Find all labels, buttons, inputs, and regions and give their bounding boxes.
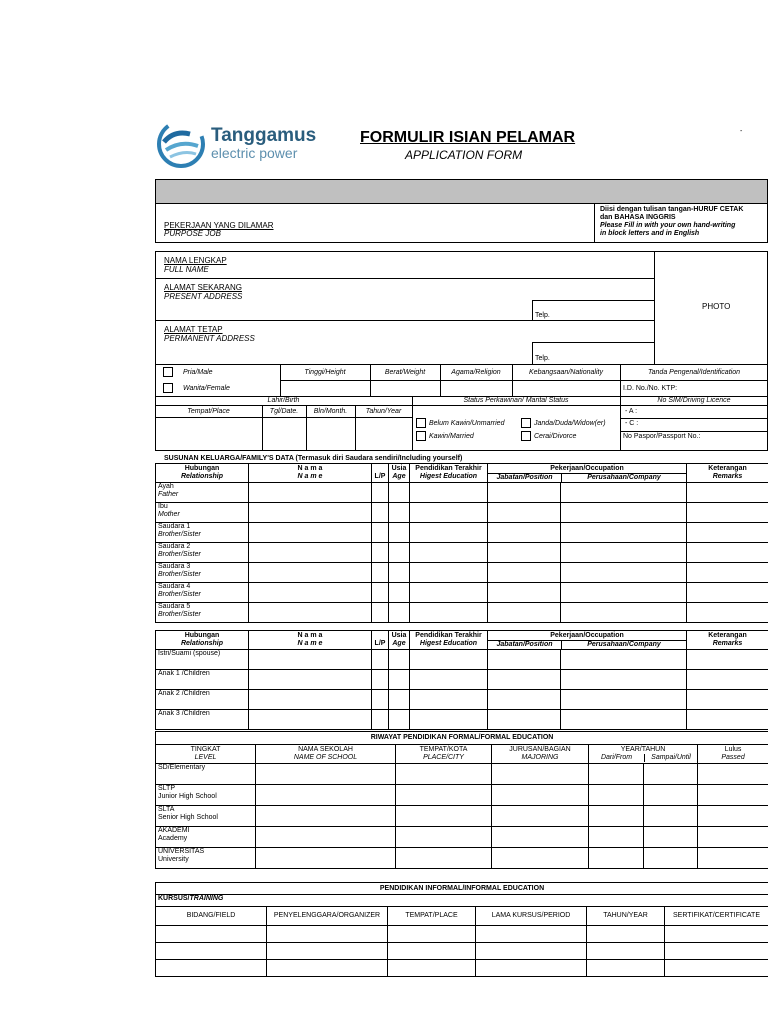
relation-cell: Ibu Mother bbox=[156, 503, 249, 523]
identification-label: Tanda Pengenal/Identification bbox=[648, 369, 740, 376]
entry-cell[interactable] bbox=[410, 483, 488, 503]
entry-cell[interactable] bbox=[644, 848, 698, 869]
licence-a-field[interactable]: - A : bbox=[625, 408, 638, 415]
instruction-4: in block letters and in English bbox=[600, 230, 700, 237]
education-row bbox=[156, 806, 768, 827]
permanent-address-field[interactable]: PERMANENT ADDRESS bbox=[164, 334, 255, 343]
entry-cell[interactable] bbox=[249, 670, 372, 690]
level-cell: SD/Elementary bbox=[156, 764, 256, 785]
entry-cell[interactable] bbox=[249, 543, 372, 563]
entry-cell[interactable] bbox=[488, 603, 561, 623]
height-label: Tinggi/Height bbox=[304, 369, 346, 376]
entry-cell[interactable] bbox=[389, 650, 410, 670]
entry-cell[interactable] bbox=[372, 523, 389, 543]
purpose-label-en[interactable]: PURPOSE JOB bbox=[164, 229, 221, 238]
entry-cell[interactable] bbox=[561, 710, 687, 730]
col-remarks: Keterangan Remarks bbox=[687, 631, 768, 650]
training-row bbox=[156, 926, 768, 943]
entry-cell[interactable] bbox=[698, 764, 768, 785]
education-row bbox=[156, 827, 768, 848]
entry-cell[interactable] bbox=[389, 690, 410, 710]
entry-cell[interactable] bbox=[561, 603, 687, 623]
col-remarks: Keterangan Remarks bbox=[687, 464, 768, 483]
col-name: N a m a N a m e bbox=[249, 464, 372, 483]
col-occupation: Pekerjaan/Occupation Jabatan/Position Perusahaan/Company bbox=[488, 631, 687, 650]
formal-education-title: RIWAYAT PENDIDIKAN FORMAL/FORMAL EDUCATION bbox=[156, 732, 768, 745]
entry-cell[interactable] bbox=[249, 583, 372, 603]
entry-cell[interactable] bbox=[476, 926, 587, 943]
entry-cell[interactable] bbox=[389, 543, 410, 563]
entry-cell[interactable] bbox=[587, 943, 665, 960]
entry-cell[interactable] bbox=[488, 523, 561, 543]
entry-cell[interactable] bbox=[372, 483, 389, 503]
entry-cell[interactable] bbox=[389, 670, 410, 690]
relation-cell: Anak 3 /Children bbox=[156, 710, 249, 730]
instruction-3: Please Fill in with your own hand-writing bbox=[600, 222, 736, 229]
married-label: Kawin/Married bbox=[429, 433, 474, 440]
level-cell: SLTP Junior High School bbox=[156, 785, 256, 806]
entry-cell[interactable] bbox=[389, 710, 410, 730]
entry-cell[interactable] bbox=[249, 483, 372, 503]
full-name-label: NAMA LENGKAP bbox=[164, 256, 227, 265]
formal-education-table bbox=[155, 731, 768, 869]
col-level: TINGKAT LEVEL bbox=[156, 745, 256, 764]
form-subtitle: APPLICATION FORM bbox=[405, 148, 523, 162]
entry-cell[interactable] bbox=[256, 848, 396, 869]
entry-cell[interactable] bbox=[388, 943, 476, 960]
male-label: Pria/Male bbox=[183, 369, 213, 376]
religion-label: Agama/Religion bbox=[451, 369, 501, 376]
entry-cell[interactable] bbox=[589, 848, 644, 869]
entry-cell[interactable] bbox=[687, 603, 768, 623]
widowed-label: Janda/Duda/Widow(er) bbox=[534, 420, 606, 427]
family-table-1 bbox=[155, 463, 768, 623]
relation-cell: Anak 2 /Children bbox=[156, 690, 249, 710]
col-age: Usia Age bbox=[389, 464, 410, 483]
entry-cell[interactable] bbox=[561, 583, 687, 603]
entry-cell[interactable] bbox=[410, 563, 488, 583]
logo-swirl-icon bbox=[156, 120, 206, 168]
entry-cell[interactable] bbox=[488, 583, 561, 603]
entry-cell[interactable] bbox=[698, 785, 768, 806]
entry-cell[interactable] bbox=[249, 690, 372, 710]
entry-cell[interactable] bbox=[488, 650, 561, 670]
col-relation: Hubungan Relationship bbox=[156, 631, 249, 650]
entry-cell[interactable] bbox=[476, 960, 587, 977]
divorced-checkbox[interactable] bbox=[521, 431, 531, 441]
entry-cell[interactable] bbox=[372, 563, 389, 583]
birth-label: Lahir/Birth bbox=[267, 397, 300, 404]
entry-cell[interactable] bbox=[587, 960, 665, 977]
instruction-2: dan BAHASA INGGRIS bbox=[600, 214, 676, 221]
entry-cell[interactable] bbox=[389, 603, 410, 623]
entry-cell[interactable] bbox=[256, 785, 396, 806]
nationality-label: Kebangsaan/Nationality bbox=[529, 369, 603, 376]
personal-section bbox=[155, 251, 768, 365]
relation-cell: Saudara 1 Brother/Sister bbox=[156, 523, 249, 543]
entry-cell[interactable] bbox=[410, 603, 488, 623]
entry-cell[interactable] bbox=[492, 848, 589, 869]
entry-cell[interactable] bbox=[389, 583, 410, 603]
family-table-2 bbox=[155, 630, 768, 730]
male-checkbox[interactable] bbox=[163, 367, 173, 377]
entry-cell[interactable] bbox=[476, 943, 587, 960]
entry-cell[interactable] bbox=[687, 710, 768, 730]
relation-cell: Saudara 2 Brother/Sister bbox=[156, 543, 249, 563]
entry-cell[interactable] bbox=[256, 806, 396, 827]
year-label: Tahun/Year bbox=[365, 408, 402, 415]
entry-cell[interactable] bbox=[687, 483, 768, 503]
entry-cell[interactable] bbox=[389, 523, 410, 543]
present-address-field[interactable]: PRESENT ADDRESS bbox=[164, 292, 243, 301]
entry-cell[interactable] bbox=[644, 806, 698, 827]
entry-cell[interactable] bbox=[249, 710, 372, 730]
col-certificate: SERTIFIKAT/CERTIFICATE bbox=[665, 907, 768, 926]
family-row bbox=[156, 710, 768, 730]
marital-status-label: Status Perkawinan/ Marital Status bbox=[463, 397, 569, 404]
col-field: BIDANG/FIELD bbox=[156, 907, 267, 926]
entry-cell[interactable] bbox=[267, 926, 388, 943]
relation-cell: Ayah Father bbox=[156, 483, 249, 503]
family-row bbox=[156, 543, 768, 563]
col-passed: Lulus Passed bbox=[698, 745, 768, 764]
entry-cell[interactable] bbox=[410, 650, 488, 670]
level-cell: AKADEMI Academy bbox=[156, 827, 256, 848]
entry-cell[interactable] bbox=[687, 690, 768, 710]
unmarried-label: Belum Kawin/Unmarried bbox=[429, 420, 505, 427]
entry-cell[interactable] bbox=[665, 943, 768, 960]
entry-cell[interactable] bbox=[267, 943, 388, 960]
corner-mark: - bbox=[740, 128, 743, 135]
company-tagline: electric power bbox=[211, 145, 298, 161]
entry-cell[interactable] bbox=[488, 690, 561, 710]
company-logo bbox=[156, 120, 206, 168]
entry-cell[interactable] bbox=[698, 806, 768, 827]
entry-cell[interactable] bbox=[396, 806, 492, 827]
entry-cell[interactable] bbox=[665, 960, 768, 977]
entry-cell[interactable] bbox=[372, 710, 389, 730]
informal-education-table bbox=[155, 882, 768, 977]
entry-cell[interactable] bbox=[388, 960, 476, 977]
family-row bbox=[156, 523, 768, 543]
entry-cell[interactable] bbox=[256, 764, 396, 785]
form-title: FORMULIR ISIAN PELAMAR bbox=[360, 129, 576, 146]
entry-cell[interactable] bbox=[687, 583, 768, 603]
header-gray-bar bbox=[155, 179, 768, 204]
permanent-address-label: ALAMAT TETAP bbox=[164, 325, 223, 334]
relation-cell: Saudara 4 Brother/Sister bbox=[156, 583, 249, 603]
entry-cell[interactable] bbox=[372, 543, 389, 563]
family-row bbox=[156, 583, 768, 603]
entry-cell[interactable] bbox=[389, 503, 410, 523]
entry-cell[interactable] bbox=[249, 563, 372, 583]
entry-cell[interactable] bbox=[561, 483, 687, 503]
relation-cell: Anak 1 /Children bbox=[156, 670, 249, 690]
entry-cell[interactable] bbox=[249, 523, 372, 543]
entry-cell[interactable] bbox=[410, 543, 488, 563]
family-row bbox=[156, 670, 768, 690]
relation-cell: Saudara 3 Brother/Sister bbox=[156, 563, 249, 583]
licence-c-field[interactable]: - C : bbox=[625, 420, 639, 427]
entry-cell[interactable] bbox=[488, 543, 561, 563]
relation-cell: Saudara 5 Brother/Sister bbox=[156, 603, 249, 623]
entry-cell[interactable] bbox=[372, 503, 389, 523]
entry-cell[interactable] bbox=[492, 785, 589, 806]
entry-cell[interactable] bbox=[644, 764, 698, 785]
entry-cell[interactable] bbox=[410, 690, 488, 710]
full-name-field[interactable]: FULL NAME bbox=[164, 265, 209, 274]
female-label: Wanita/Female bbox=[183, 385, 230, 392]
widowed-checkbox[interactable] bbox=[521, 418, 531, 428]
entry-cell[interactable] bbox=[488, 670, 561, 690]
photo-placeholder[interactable]: PHOTO bbox=[702, 302, 731, 311]
entry-cell[interactable] bbox=[267, 960, 388, 977]
entry-cell[interactable] bbox=[372, 690, 389, 710]
entry-cell[interactable] bbox=[372, 670, 389, 690]
entry-cell[interactable] bbox=[687, 523, 768, 543]
entry-cell[interactable] bbox=[687, 670, 768, 690]
entry-cell[interactable] bbox=[492, 827, 589, 848]
entry-cell[interactable] bbox=[396, 785, 492, 806]
entry-cell[interactable] bbox=[644, 827, 698, 848]
family-row bbox=[156, 483, 768, 503]
entry-cell[interactable] bbox=[698, 848, 768, 869]
entry-cell[interactable] bbox=[410, 710, 488, 730]
col-relation: Hubungan Relationship bbox=[156, 464, 249, 483]
date-label: Tgl/Date. bbox=[269, 408, 299, 415]
entry-cell[interactable] bbox=[410, 503, 488, 523]
family-section-title: SUSUNAN KELUARGA/FAMILY'S DATA (Termasuk diri Saudara sendiri/Including yourself) bbox=[164, 455, 463, 462]
purpose-label: PEKERJAAN YANG DILAMAR bbox=[164, 221, 274, 230]
entry-cell[interactable] bbox=[396, 827, 492, 848]
level-cell: UNIVERSITAS University bbox=[156, 848, 256, 869]
company-name: Tanggamus bbox=[211, 125, 317, 146]
training-subtitle: KURSUS/TRAINING bbox=[156, 895, 768, 907]
entry-cell[interactable] bbox=[492, 806, 589, 827]
entry-cell[interactable] bbox=[561, 563, 687, 583]
phone-label-1[interactable]: Telp. bbox=[535, 312, 550, 319]
entry-cell[interactable] bbox=[698, 827, 768, 848]
training-row bbox=[156, 943, 768, 960]
place-label: Tempat/Place bbox=[187, 408, 230, 415]
col-place: TEMPAT/PLACE bbox=[388, 907, 476, 926]
family-row bbox=[156, 503, 768, 523]
entry-cell[interactable] bbox=[249, 650, 372, 670]
entry-cell[interactable] bbox=[256, 827, 396, 848]
entry-cell[interactable] bbox=[587, 926, 665, 943]
entry-cell[interactable] bbox=[665, 926, 768, 943]
col-training-year: TAHUN/YEAR bbox=[587, 907, 665, 926]
entry-cell[interactable] bbox=[687, 503, 768, 523]
entry-cell[interactable] bbox=[561, 503, 687, 523]
entry-cell[interactable] bbox=[561, 543, 687, 563]
married-checkbox[interactable] bbox=[416, 431, 426, 441]
divorced-label: Cerai/Divorce bbox=[534, 433, 577, 440]
entry-cell[interactable] bbox=[372, 603, 389, 623]
entry-cell[interactable] bbox=[372, 650, 389, 670]
entry-cell[interactable] bbox=[249, 603, 372, 623]
entry-cell[interactable] bbox=[488, 503, 561, 523]
weight-label: Berat/Weight bbox=[384, 369, 426, 376]
entry-cell[interactable] bbox=[389, 563, 410, 583]
family-row bbox=[156, 690, 768, 710]
entry-cell[interactable] bbox=[561, 670, 687, 690]
entry-cell[interactable] bbox=[156, 960, 267, 977]
relation-cell: Istri/Suami (spouse) bbox=[156, 650, 249, 670]
phone-label-2[interactable]: Telp. bbox=[535, 355, 550, 362]
entry-cell[interactable] bbox=[389, 483, 410, 503]
col-organizer: PENYELENGGARA/ORGANIZER bbox=[267, 907, 388, 926]
col-major: JURUSAN/BAGIAN MAJORING bbox=[492, 745, 589, 764]
informal-education-title: PENDIDIKAN INFORMAL/INFORMAL EDUCATION bbox=[156, 883, 768, 895]
family-row bbox=[156, 603, 768, 623]
entry-cell[interactable] bbox=[388, 926, 476, 943]
entry-cell[interactable] bbox=[156, 943, 267, 960]
present-address-label: ALAMAT SEKARANG bbox=[164, 283, 242, 292]
entry-cell[interactable] bbox=[488, 563, 561, 583]
col-occupation: Pekerjaan/Occupation Jabatan/Position Perusahaan/Company bbox=[488, 464, 687, 483]
education-row bbox=[156, 848, 768, 869]
entry-cell[interactable] bbox=[372, 583, 389, 603]
entry-cell[interactable] bbox=[589, 806, 644, 827]
instruction-1: Diisi dengan tulisan tangan-HURUF CETAK bbox=[600, 206, 744, 213]
education-row bbox=[156, 785, 768, 806]
entry-cell[interactable] bbox=[561, 650, 687, 670]
col-lp: L/P bbox=[372, 464, 389, 483]
level-cell: SLTA Senior High School bbox=[156, 806, 256, 827]
driving-licence-label: No SIM/Driving Licence bbox=[657, 397, 731, 404]
entry-cell[interactable] bbox=[396, 764, 492, 785]
family-row bbox=[156, 650, 768, 670]
entry-cell[interactable] bbox=[687, 543, 768, 563]
col-education: Pendidikan Terakhir Higest Education bbox=[410, 464, 488, 483]
training-row bbox=[156, 960, 768, 977]
col-age: Usia Age bbox=[389, 631, 410, 650]
entry-cell[interactable] bbox=[156, 926, 267, 943]
col-lp: L/P bbox=[372, 631, 389, 650]
entry-cell[interactable] bbox=[561, 690, 687, 710]
col-period: LAMA KURSUS/PERIOD bbox=[476, 907, 587, 926]
col-city: TEMPAT/KOTA PLACE/CITY bbox=[396, 745, 492, 764]
entry-cell[interactable] bbox=[488, 710, 561, 730]
entry-cell[interactable] bbox=[410, 670, 488, 690]
entry-cell[interactable] bbox=[561, 523, 687, 543]
education-row bbox=[156, 764, 768, 785]
entry-cell[interactable] bbox=[589, 764, 644, 785]
entry-cell[interactable] bbox=[644, 785, 698, 806]
entry-cell[interactable] bbox=[396, 848, 492, 869]
female-checkbox[interactable] bbox=[163, 383, 173, 393]
entry-cell[interactable] bbox=[410, 583, 488, 603]
entry-cell[interactable] bbox=[492, 764, 589, 785]
family-row bbox=[156, 563, 768, 583]
passport-field[interactable]: No Paspor/Passport No.: bbox=[623, 433, 701, 440]
col-education: Pendidikan Terakhir Higest Education bbox=[410, 631, 488, 650]
entry-cell[interactable] bbox=[589, 785, 644, 806]
id-no-field[interactable]: I.D. No./No. KTP: bbox=[623, 385, 678, 392]
entry-cell[interactable] bbox=[589, 827, 644, 848]
entry-cell[interactable] bbox=[687, 563, 768, 583]
col-year: YEAR/TAHUN Dari/From Sampai/Until bbox=[589, 745, 698, 764]
col-name: N a m a N a m e bbox=[249, 631, 372, 650]
entry-cell[interactable] bbox=[410, 523, 488, 543]
entry-cell[interactable] bbox=[249, 503, 372, 523]
month-label: Bln/Month. bbox=[313, 408, 348, 415]
entry-cell[interactable] bbox=[488, 483, 561, 503]
entry-cell[interactable] bbox=[687, 650, 768, 670]
col-school: NAMA SEKOLAH NAME OF SCHOOL bbox=[256, 745, 396, 764]
unmarried-checkbox[interactable] bbox=[416, 418, 426, 428]
